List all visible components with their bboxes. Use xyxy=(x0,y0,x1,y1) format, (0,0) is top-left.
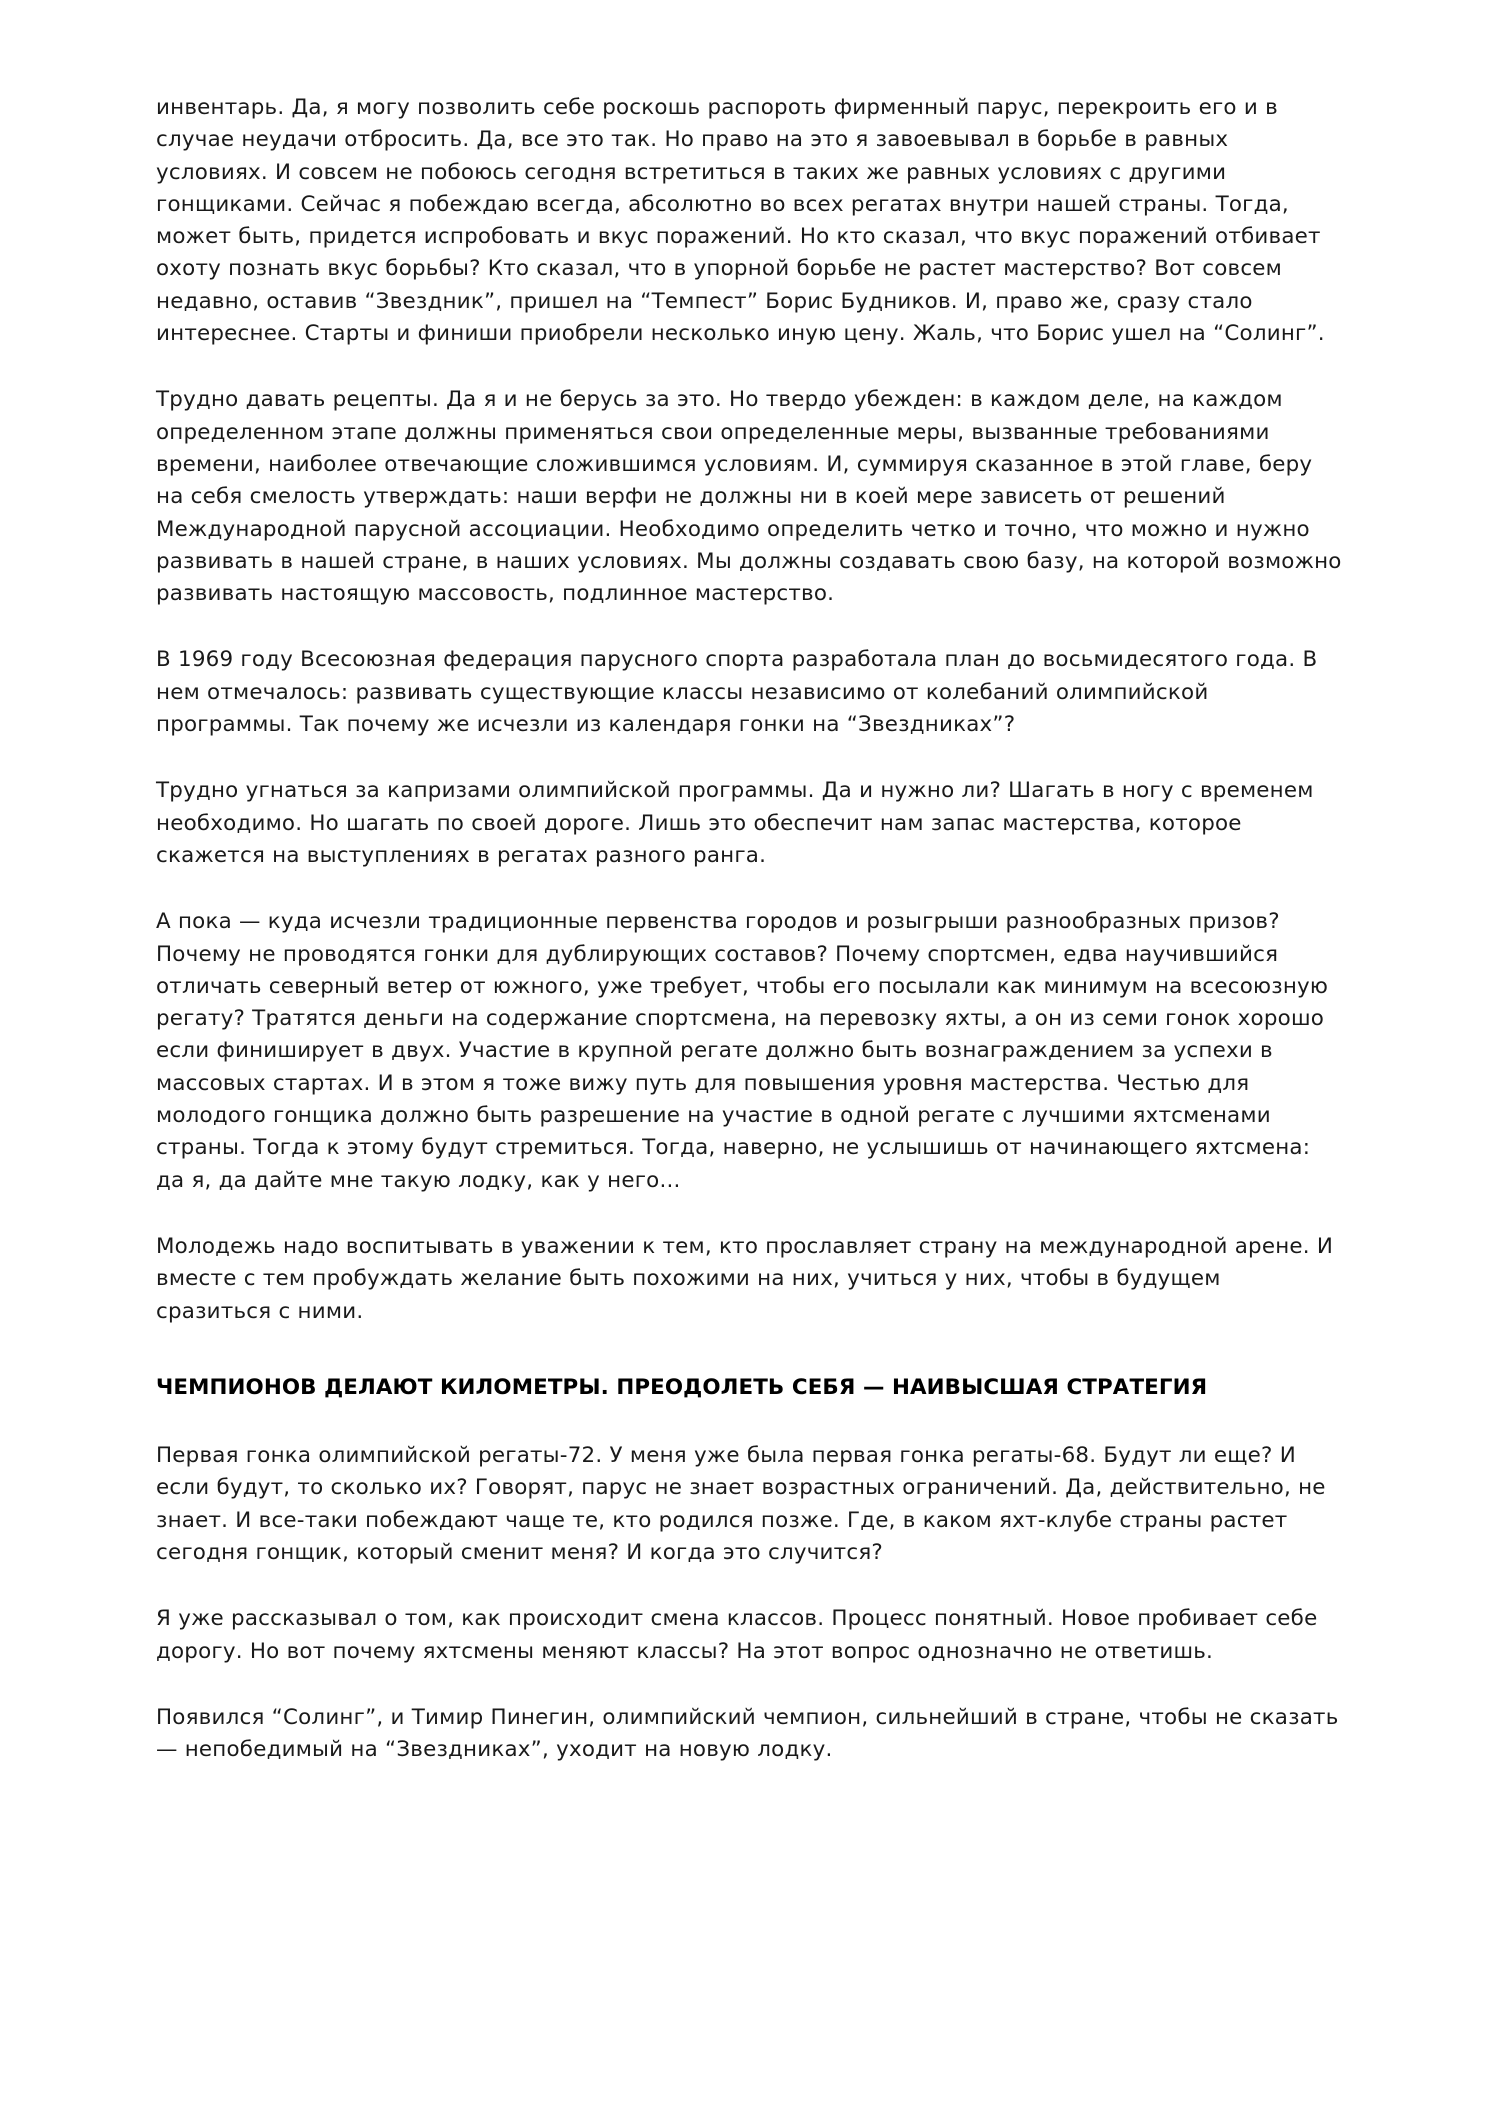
section-heading: ЧЕМПИОНОВ ДЕЛАЮТ КИЛОМЕТРЫ. ПРЕОДОЛЕТЬ СЕБЯ — НАИВЫСШАЯ СТРАТЕГИЯ xyxy=(156,1374,1208,1400)
body-paragraph: Молодежь надо воспитывать в уважении к тем, кто прославляет страну на международной арене. И вместе с тем пробуждать желание быть похожими на них, учиться у них, чтобы в будущем сразиться с ними. xyxy=(156,1233,1334,1324)
text-column xyxy=(156,92,1342,1766)
body-paragraph: А пока — куда исчезли традиционные первенства городов и розыгрыши разнообразных призов? Почему не проводятся гонки для дублирующих составов? Почему спортсмен, едва научившийся отличать северный ветер от южного, уже требует, чтобы его посылали как минимум на всесоюзную регату? Тратятся деньги на содержание спортсмена, на перевозку яхты, а он из семи гонок хорошо если финиширует в двух. Участие в крупной регате должно быть вознаграждением за успехи в массовых стартах. И в этом я тоже вижу путь для повышения уровня мастерства. Честью для молодого гонщика должно быть разрешение на участие в одной регате с лучшими яхтсменами страны. Тогда к этому будут стремиться. Тогда, наверно, не услышишь от начинающего яхтсмена: да я, да дайте мне такую лодку, как у него... xyxy=(156,909,1329,1193)
body-paragraph: Трудно угнаться за капризами олимпийской программы. Да и нужно ли? Шагать в ногу с временем необходимо. Но шагать по своей дороге. Лишь это обеспечит нам запас мастерства, которое скажется на выступлениях в регатах разного ранга. xyxy=(156,778,1314,868)
body-paragraph: В 1969 году Всесоюзная федерация парусного спорта разработала план до восьмидесятого года. В нем отмечалось: развивать существующие классы независимо от колебаний олимпийской программы. Так почему же исчезли из календаря гонки на “Звездниках”? xyxy=(156,647,1318,738)
body-paragraph: Появился “Солинг”, и Тимир Пинегин, олимпийский чемпион, сильнейший в стране, чтобы не сказать — непобедимый на “Звездниках”, уходит на новую лодку. xyxy=(156,1704,1339,1763)
body-paragraph: Первая гонка олимпийской регаты-72. У меня уже была первая гонка регаты-68. Будут ли еще? И если будут, то сколько их? Говорят, парус не знает возрастных ограничений. Да, действительно, не знает. И все-таки побеждают чаще те, кто родился позже. Где, в каком яхт-клубе страны растет сегодня гонщик, который сменит меня? И когда это случится? xyxy=(156,1443,1326,1565)
body-paragraph: Я уже рассказывал о том, как происходит смена классов. Процесс понятный. Новое пробивает себе дорогу. Но вот почему яхтсмены меняют классы? На этот вопрос однозначно не ответишь. xyxy=(156,1606,1318,1664)
body-paragraph: Трудно давать рецепты. Да я и не берусь за это. Но твердо убежден: в каждом деле, на каждом определенном этапе должны применяться свои определенные меры, вызванные требованиями времени, наиболее отвечающие сложившимся условиям. И, суммируя сказанное в этой главе, беру на себя смелость утверждать: наши верфи не должны ни в коей мере зависеть от решений Международной парусной ассоциации. Необходимо определить четко и точно, что можно и нужно развивать в нашей стране, в наших условиях. Мы должны создавать свою базу, на которой возможно развивать настоящую массовость, подлинное мастерство. xyxy=(156,387,1342,607)
body-paragraph: инвентарь. Да, я могу позволить себе роскошь распороть фирменный парус, перекроить его и в случае неудачи отбросить. Да, все это так. Но право на это я завоевывал в борьбе в равных условиях. И совсем не побоюсь сегодня встретиться в таких же равных условиях с другими гонщиками. Сейчас я побеждаю всегда, абсолютно во всех регатах внутри нашей страны. Тогда, может быть, придется испробовать и вкус поражений. Но кто сказал, что вкус поражений отбивает охоту познать вкус борьбы? Кто сказал, что в упорной борьбе не растет мастерство? Вот совсем недавно, оставив “Звездник”, пришел на “Темпест” Борис Будников. И, право же, сразу стало интереснее. Старты и финиши приобрели несколько иную цену. Жаль, что Борис ушел на “Солинг”. xyxy=(156,95,1325,347)
